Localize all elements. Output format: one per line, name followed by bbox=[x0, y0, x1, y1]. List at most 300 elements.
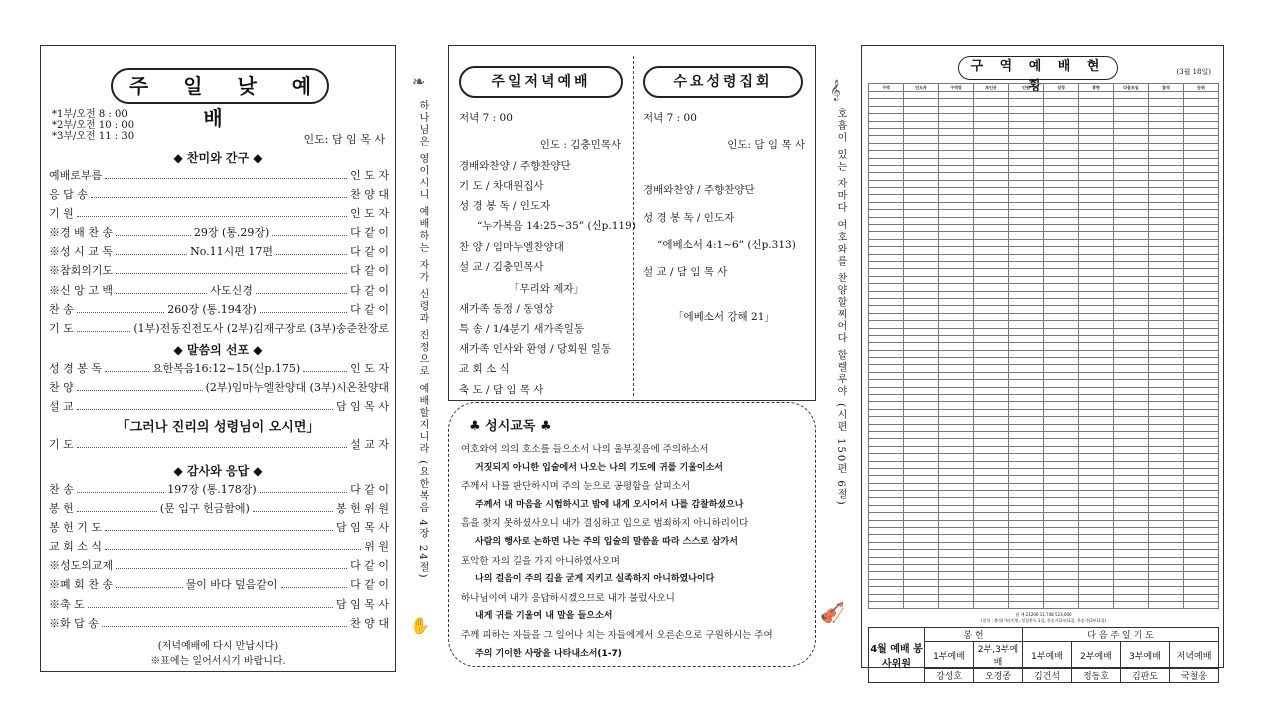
order-row bbox=[49, 379, 389, 398]
table-cell bbox=[1114, 491, 1149, 498]
table-cell bbox=[974, 114, 1009, 121]
table-cell bbox=[869, 225, 904, 232]
table-cell bbox=[1114, 188, 1149, 195]
table-cell bbox=[904, 565, 939, 572]
table-row bbox=[869, 601, 1219, 608]
table-cell bbox=[1149, 151, 1184, 158]
order-row bbox=[49, 576, 389, 595]
table-cell bbox=[1079, 291, 1114, 298]
reading-line-leader: 하나님이여 내가 응답하시겠으므로 내가 불렀사오니 bbox=[461, 592, 675, 604]
table-cell bbox=[1009, 306, 1044, 313]
table-cell bbox=[1149, 328, 1184, 335]
leader-dots bbox=[102, 620, 347, 627]
table-cell bbox=[1114, 424, 1149, 431]
table-cell bbox=[1044, 136, 1079, 143]
volunteer-name: 국철웅 bbox=[1170, 669, 1219, 683]
table-cell bbox=[869, 195, 904, 202]
table-cell bbox=[974, 99, 1009, 106]
table-cell bbox=[1114, 284, 1149, 291]
table-cell bbox=[904, 380, 939, 387]
table-row bbox=[869, 239, 1219, 246]
table-cell bbox=[1009, 328, 1044, 335]
table-cell bbox=[904, 594, 939, 601]
table-cell bbox=[904, 232, 939, 239]
table-cell bbox=[1009, 239, 1044, 246]
table-cell bbox=[1149, 143, 1184, 150]
table-cell bbox=[1114, 395, 1149, 402]
table-row bbox=[869, 188, 1219, 195]
table-cell bbox=[974, 402, 1009, 409]
table-cell bbox=[974, 284, 1009, 291]
table-cell bbox=[1009, 202, 1044, 209]
table-cell bbox=[1079, 468, 1114, 475]
table-cell bbox=[1079, 409, 1114, 416]
table-cell bbox=[974, 439, 1009, 446]
leader-dots bbox=[77, 403, 333, 410]
table-cell bbox=[1184, 565, 1219, 572]
table-cell bbox=[904, 180, 939, 187]
table-cell bbox=[1079, 173, 1114, 180]
table-cell bbox=[1114, 291, 1149, 298]
table-cell bbox=[1184, 446, 1219, 453]
table-cell bbox=[869, 254, 904, 261]
service-time-3: *3부/오전 11 : 30 bbox=[52, 131, 135, 142]
leader-dots bbox=[116, 229, 191, 236]
order-row bbox=[49, 398, 389, 417]
table-row bbox=[869, 358, 1219, 365]
table-cell bbox=[1079, 217, 1114, 224]
table-cell bbox=[1044, 306, 1079, 313]
table-cell bbox=[1044, 350, 1079, 357]
table-cell bbox=[1149, 313, 1184, 320]
table-cell bbox=[1114, 261, 1149, 268]
table-cell bbox=[869, 498, 904, 505]
district-summary: 합 계 21200 11,748 523,000 bbox=[1015, 612, 1072, 617]
table-cell bbox=[1079, 491, 1114, 498]
table-cell bbox=[869, 328, 904, 335]
table-cell bbox=[1184, 350, 1219, 357]
table-cell bbox=[974, 328, 1009, 335]
leader-dots bbox=[281, 581, 348, 588]
evening-line: 특 송 / 1/4분기 새가족일동 bbox=[459, 323, 585, 335]
table-cell bbox=[904, 269, 939, 276]
order-row bbox=[49, 436, 389, 455]
table-cell bbox=[904, 335, 939, 342]
table-cell bbox=[1184, 321, 1219, 328]
table-cell bbox=[1184, 454, 1219, 461]
table-cell bbox=[974, 395, 1009, 402]
district-column-header: 보인곳 bbox=[974, 84, 1009, 92]
order-row bbox=[49, 538, 389, 557]
wednesday-leader: 인도: 담 임 목 사 bbox=[727, 139, 805, 151]
table-cell bbox=[939, 528, 974, 535]
table-cell bbox=[869, 217, 904, 224]
leader-dots bbox=[105, 365, 149, 372]
section-head-thanks: ◆ 감사와 응답 ◆ bbox=[173, 464, 263, 478]
table-cell bbox=[1114, 99, 1149, 106]
table-cell bbox=[1114, 121, 1149, 128]
table-cell bbox=[869, 483, 904, 490]
table-cell bbox=[1079, 424, 1114, 431]
table-cell bbox=[939, 173, 974, 180]
table-row bbox=[869, 461, 1219, 468]
leader-dots bbox=[105, 524, 333, 531]
table-cell bbox=[1079, 372, 1114, 379]
wednesday-line: “에베소서 4:1~6” (신p.313) bbox=[657, 239, 796, 251]
table-cell bbox=[1009, 232, 1044, 239]
table-cell bbox=[1079, 276, 1114, 283]
table-cell bbox=[939, 276, 974, 283]
table-cell bbox=[974, 232, 1009, 239]
table-cell bbox=[974, 173, 1009, 180]
table-cell bbox=[869, 210, 904, 217]
table-cell bbox=[1009, 269, 1044, 276]
table-cell bbox=[1184, 276, 1219, 283]
table-cell bbox=[1149, 498, 1184, 505]
table-cell bbox=[1009, 291, 1044, 298]
table-cell bbox=[939, 284, 974, 291]
table-cell bbox=[1184, 99, 1219, 106]
table-cell bbox=[904, 454, 939, 461]
table-row bbox=[869, 579, 1219, 586]
order-item-detail: (문 입구 헌금함에) bbox=[159, 502, 250, 516]
leader-dots bbox=[303, 365, 347, 372]
table-row bbox=[869, 365, 1219, 372]
table-cell bbox=[1184, 424, 1219, 431]
table-cell bbox=[1149, 99, 1184, 106]
table-cell bbox=[1184, 284, 1219, 291]
table-cell bbox=[1009, 321, 1044, 328]
order-item-name: 찬 송 bbox=[49, 302, 74, 316]
table-cell bbox=[1079, 151, 1114, 158]
table-cell bbox=[904, 572, 939, 579]
leader-dots bbox=[77, 486, 164, 493]
table-cell bbox=[1114, 542, 1149, 549]
order-item-name: 찬 양 bbox=[49, 381, 74, 395]
table-cell bbox=[904, 151, 939, 158]
order-item-name: 기 도 bbox=[49, 321, 74, 335]
table-cell bbox=[1184, 587, 1219, 594]
table-cell bbox=[1114, 387, 1149, 394]
table-cell bbox=[1114, 298, 1149, 305]
table-cell bbox=[939, 114, 974, 121]
order-item-name: ※신 앙 고 백 bbox=[49, 283, 113, 297]
table-row bbox=[869, 276, 1219, 283]
table-cell bbox=[1044, 99, 1079, 106]
table-cell bbox=[1184, 114, 1219, 121]
table-cell bbox=[1114, 505, 1149, 512]
table-cell bbox=[939, 358, 974, 365]
table-cell bbox=[1114, 431, 1149, 438]
table-cell bbox=[1079, 594, 1114, 601]
table-cell bbox=[939, 328, 974, 335]
table-cell bbox=[1009, 195, 1044, 202]
order-item-responsible: 찬 양 대 bbox=[350, 188, 389, 202]
table-cell bbox=[1114, 498, 1149, 505]
table-cell bbox=[1114, 417, 1149, 424]
order-list-thanks bbox=[49, 481, 389, 634]
order-item-name: ※성도의교제 bbox=[49, 559, 114, 573]
table-cell bbox=[1149, 114, 1184, 121]
responsive-reading-title: ♣ 성시교독 ♣ bbox=[469, 419, 552, 434]
table-cell bbox=[1044, 128, 1079, 135]
table-cell bbox=[1044, 291, 1079, 298]
table-row bbox=[869, 409, 1219, 416]
table-cell bbox=[1009, 513, 1044, 520]
table-cell bbox=[1114, 579, 1149, 586]
table-cell bbox=[1184, 402, 1219, 409]
table-cell bbox=[1079, 247, 1114, 254]
table-cell bbox=[1149, 431, 1184, 438]
table-cell bbox=[974, 151, 1009, 158]
table-cell bbox=[939, 476, 974, 483]
table-cell bbox=[974, 225, 1009, 232]
table-row bbox=[869, 431, 1219, 438]
table-cell bbox=[1079, 446, 1114, 453]
table-cell bbox=[1044, 557, 1079, 564]
table-cell bbox=[974, 158, 1009, 165]
order-row bbox=[49, 481, 389, 500]
table-cell bbox=[904, 365, 939, 372]
order-item-responsible: 담 임 목 사 bbox=[336, 597, 389, 611]
table-cell bbox=[1009, 261, 1044, 268]
table-cell bbox=[1114, 114, 1149, 121]
table-cell bbox=[869, 188, 904, 195]
table-cell bbox=[1184, 520, 1219, 527]
evening-line: 설 교 / 김충민목사 bbox=[459, 261, 544, 273]
table-cell bbox=[974, 417, 1009, 424]
table-cell bbox=[1114, 350, 1149, 357]
evening-line: 찬 양 / 임마누엘찬양대 bbox=[459, 241, 564, 253]
table-cell bbox=[1184, 557, 1219, 564]
table-cell bbox=[1009, 483, 1044, 490]
table-cell bbox=[1044, 284, 1079, 291]
reading-line-congregation: 내게 귀를 기울여 내 말을 들으소서 bbox=[475, 611, 613, 622]
table-cell bbox=[869, 151, 904, 158]
table-cell bbox=[1184, 306, 1219, 313]
table-cell bbox=[1114, 225, 1149, 232]
table-cell bbox=[869, 143, 904, 150]
table-cell bbox=[904, 535, 939, 542]
table-cell bbox=[1009, 461, 1044, 468]
table-cell bbox=[1044, 92, 1079, 99]
table-cell bbox=[904, 424, 939, 431]
table-cell bbox=[904, 372, 939, 379]
table-cell bbox=[1114, 343, 1149, 350]
table-cell bbox=[1044, 114, 1079, 121]
district-column-header: 구역장 bbox=[939, 84, 974, 92]
table-cell bbox=[1079, 298, 1114, 305]
table-cell bbox=[939, 372, 974, 379]
table-cell bbox=[1079, 476, 1114, 483]
table-cell bbox=[1149, 136, 1184, 143]
leader-dots bbox=[116, 248, 187, 255]
table-cell bbox=[1149, 417, 1184, 424]
evening-line: 교 회 소 식 bbox=[459, 363, 510, 375]
table-row bbox=[869, 528, 1219, 535]
volunteer-name: 강성호 bbox=[925, 669, 974, 683]
table-cell bbox=[974, 188, 1009, 195]
table-cell bbox=[869, 276, 904, 283]
table-cell bbox=[939, 92, 974, 99]
table-cell bbox=[1079, 454, 1114, 461]
order-item-responsible: 인 도 자 bbox=[350, 362, 390, 375]
table-cell bbox=[1114, 128, 1149, 135]
table-cell bbox=[974, 550, 1009, 557]
table-cell bbox=[939, 269, 974, 276]
section-head-praise: ◆ 찬미와 간구 ◆ bbox=[173, 151, 263, 165]
table-cell bbox=[904, 528, 939, 535]
order-item-detail: 물이 바다 덮음같이 bbox=[185, 578, 278, 592]
table-cell bbox=[1114, 106, 1149, 113]
table-cell bbox=[939, 461, 974, 468]
volunteer-col: 2부예배 bbox=[1072, 642, 1121, 669]
table-cell bbox=[869, 114, 904, 121]
table-cell bbox=[1184, 461, 1219, 468]
table-cell bbox=[1149, 409, 1184, 416]
table-cell bbox=[1079, 601, 1114, 608]
table-cell bbox=[1149, 128, 1184, 135]
district-table-header bbox=[869, 84, 1219, 92]
table-cell bbox=[1009, 528, 1044, 535]
table-cell bbox=[1044, 424, 1079, 431]
table-cell bbox=[904, 202, 939, 209]
order-row bbox=[49, 243, 389, 262]
table-cell bbox=[1079, 92, 1114, 99]
table-cell bbox=[1114, 557, 1149, 564]
table-cell bbox=[939, 128, 974, 135]
table-cell bbox=[904, 395, 939, 402]
table-cell bbox=[1114, 476, 1149, 483]
table-cell bbox=[939, 550, 974, 557]
table-cell bbox=[869, 99, 904, 106]
table-cell bbox=[939, 601, 974, 608]
order-item-responsible: (2부)임마누엘찬양대 (3부)시온찬양대 bbox=[205, 381, 389, 395]
table-cell bbox=[869, 550, 904, 557]
table-cell bbox=[974, 594, 1009, 601]
table-cell bbox=[1184, 136, 1219, 143]
table-cell bbox=[939, 254, 974, 261]
order-item-detail: 사도신경 bbox=[210, 283, 253, 297]
table-cell bbox=[974, 291, 1009, 298]
table-cell bbox=[904, 217, 939, 224]
table-cell bbox=[1079, 321, 1114, 328]
table-cell bbox=[1184, 254, 1219, 261]
table-cell bbox=[1009, 542, 1044, 549]
table-cell bbox=[1079, 128, 1114, 135]
table-cell bbox=[1114, 550, 1149, 557]
table-cell bbox=[869, 158, 904, 165]
table-cell bbox=[1149, 92, 1184, 99]
order-item-name: 설 교 bbox=[49, 400, 74, 414]
bird-icon: ❧ bbox=[412, 72, 426, 91]
table-cell bbox=[1009, 173, 1044, 180]
table-cell bbox=[1184, 387, 1219, 394]
order-item-name: 응 답 송 bbox=[49, 188, 88, 202]
order-row bbox=[49, 205, 389, 224]
table-cell bbox=[869, 439, 904, 446]
table-cell bbox=[939, 513, 974, 520]
table-cell bbox=[974, 513, 1009, 520]
table-cell bbox=[974, 313, 1009, 320]
table-cell bbox=[974, 358, 1009, 365]
table-cell bbox=[904, 106, 939, 113]
evening-line: “누가복음 14:25~35” (신p.119) bbox=[477, 220, 636, 232]
table-cell bbox=[974, 528, 1009, 535]
table-cell bbox=[1009, 439, 1044, 446]
table-cell bbox=[1149, 387, 1184, 394]
table-cell bbox=[974, 195, 1009, 202]
table-cell bbox=[869, 579, 904, 586]
table-cell bbox=[1149, 343, 1184, 350]
table-cell bbox=[1044, 143, 1079, 150]
table-cell bbox=[1184, 372, 1219, 379]
table-cell bbox=[1044, 188, 1079, 195]
table-cell bbox=[869, 402, 904, 409]
table-row bbox=[869, 291, 1219, 298]
order-item-detail: (1부)전동진전도사 (2부)김재구장로 (3부)송준찬장로 bbox=[133, 321, 389, 335]
table-cell bbox=[1079, 99, 1114, 106]
table-cell bbox=[1079, 431, 1114, 438]
table-cell bbox=[1149, 380, 1184, 387]
table-cell bbox=[904, 446, 939, 453]
table-cell bbox=[974, 387, 1009, 394]
table-cell bbox=[1184, 269, 1219, 276]
table-cell bbox=[1079, 143, 1114, 150]
table-row bbox=[869, 217, 1219, 224]
table-cell bbox=[939, 151, 974, 158]
table-cell bbox=[1184, 210, 1219, 217]
wednesday-sermon-title: 「에베소서 강해 21」 bbox=[673, 311, 775, 323]
table-row bbox=[869, 505, 1219, 512]
leader-dots bbox=[77, 306, 164, 313]
table-cell bbox=[869, 335, 904, 342]
table-cell bbox=[939, 321, 974, 328]
district-column-header: 구역 bbox=[869, 84, 904, 92]
table-cell bbox=[869, 269, 904, 276]
table-cell bbox=[1009, 128, 1044, 135]
table-cell bbox=[1114, 313, 1149, 320]
table-cell bbox=[1079, 328, 1114, 335]
table-cell bbox=[974, 365, 1009, 372]
table-row bbox=[869, 476, 1219, 483]
table-cell bbox=[904, 587, 939, 594]
leader-dots bbox=[77, 505, 157, 512]
reading-line-leader: 흠을 찾지 못하셨사오니 내가 결심하고 입으로 범죄하지 아니하리이다 bbox=[461, 518, 749, 530]
table-cell bbox=[974, 535, 1009, 542]
table-cell bbox=[1009, 247, 1044, 254]
table-row bbox=[869, 313, 1219, 320]
table-cell bbox=[1044, 461, 1079, 468]
table-cell bbox=[1184, 483, 1219, 490]
table-cell bbox=[904, 247, 939, 254]
table-cell bbox=[1184, 328, 1219, 335]
table-cell bbox=[1184, 513, 1219, 520]
table-cell bbox=[1114, 328, 1149, 335]
table-cell bbox=[904, 557, 939, 564]
table-cell bbox=[904, 188, 939, 195]
table-cell bbox=[1009, 151, 1044, 158]
table-cell bbox=[939, 350, 974, 357]
table-cell bbox=[1044, 358, 1079, 365]
table-cell bbox=[869, 491, 904, 498]
table-row bbox=[869, 387, 1219, 394]
table-cell bbox=[1149, 335, 1184, 342]
order-item-responsible: 인 도 자 bbox=[350, 207, 389, 221]
order-item-responsible: 다 같 이 bbox=[350, 483, 390, 496]
table-cell bbox=[1009, 520, 1044, 527]
table-cell bbox=[1149, 276, 1184, 283]
